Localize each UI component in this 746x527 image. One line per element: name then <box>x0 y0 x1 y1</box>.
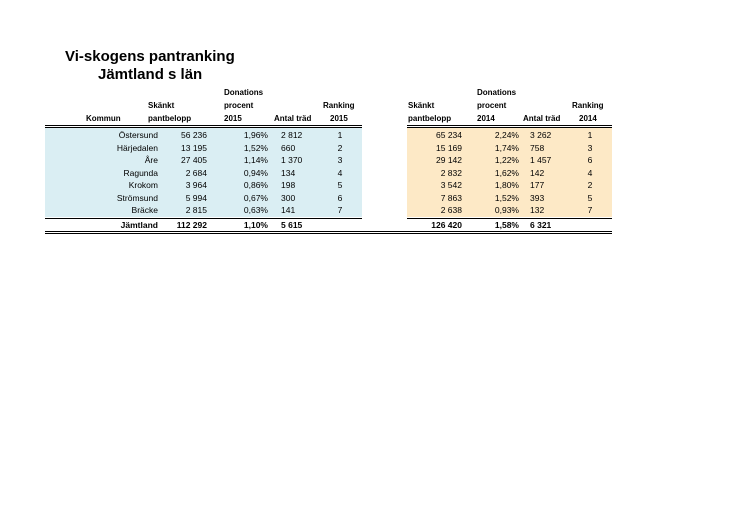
cell-ranking-2014: 6 <box>587 155 593 165</box>
header-donations-2014-line3: 2014 <box>477 114 495 123</box>
table-header <box>0 86 746 128</box>
header-skankt-2015-line1: Skänkt <box>148 101 175 110</box>
header-skankt-2015-line2: pantbelopp <box>148 114 192 123</box>
cell-donation-2014: 1,62% <box>494 167 519 178</box>
cell-antal-2015: 141 <box>281 205 296 215</box>
page-title: Vi-skogens pantranking <box>65 48 235 65</box>
page-subtitle: Jämtland s län <box>98 66 203 83</box>
header-antal-2015: Antal träd <box>274 114 312 123</box>
table-row <box>0 142 746 154</box>
cell-antal-2015: 2 812 <box>281 130 303 140</box>
cell-skankt-2014: 29 142 <box>436 155 462 165</box>
cell-kommun: Ragunda <box>123 167 158 178</box>
cell-kommun: Strömsund <box>116 192 158 203</box>
cell-donation-2014: 1,80% <box>494 180 519 190</box>
table-row <box>0 129 746 141</box>
cell-donation-2015: 0,63% <box>243 205 268 215</box>
total-donation-2015: 1,10% <box>243 220 268 230</box>
header-ranking-2015-line1: Ranking <box>323 101 355 110</box>
cell-antal-2014: 758 <box>530 142 545 153</box>
header-ranking-2014-line2: 2014 <box>579 114 597 123</box>
cell-kommun: Åre <box>144 155 158 165</box>
cell-antal-2015: 300 <box>281 192 296 203</box>
cell-ranking-2015: 2 <box>337 142 343 153</box>
cell-kommun: Krokom <box>128 180 158 190</box>
cell-ranking-2014: 5 <box>587 192 593 203</box>
total-antal-2015: 5 615 <box>281 220 303 230</box>
cell-skankt-2014: 2 832 <box>440 167 462 178</box>
table-row <box>0 204 746 216</box>
total-rule-bottom-2 <box>45 233 612 234</box>
table-row <box>0 192 746 204</box>
cell-ranking-2014: 7 <box>587 205 593 215</box>
cell-antal-2015: 134 <box>281 167 296 178</box>
total-row <box>0 219 746 231</box>
cell-donation-2014: 1,52% <box>494 192 519 203</box>
cell-ranking-2015: 5 <box>337 180 343 190</box>
cell-kommun: Härjedalen <box>116 142 158 153</box>
header-donations-2015-line2: procent <box>224 101 254 110</box>
cell-donation-2015: 0,67% <box>243 192 268 203</box>
cell-skankt-2015: 5 994 <box>185 192 207 203</box>
header-donations-2015-line3: 2015 <box>224 114 242 123</box>
cell-antal-2015: 198 <box>281 180 296 190</box>
cell-skankt-2014: 15 169 <box>436 142 462 153</box>
cell-skankt-2015: 2 684 <box>185 167 207 178</box>
cell-ranking-2015: 6 <box>337 192 343 203</box>
cell-skankt-2015: 13 195 <box>181 142 207 153</box>
cell-ranking-2015: 1 <box>337 130 343 140</box>
cell-skankt-2014: 3 542 <box>440 180 462 190</box>
cell-antal-2014: 1 457 <box>530 155 552 165</box>
cell-antal-2015: 1 370 <box>281 155 303 165</box>
cell-antal-2014: 3 262 <box>530 130 552 140</box>
cell-antal-2014: 393 <box>530 192 545 203</box>
cell-skankt-2014: 65 234 <box>436 130 462 140</box>
total-rule-bottom-1 <box>45 231 612 232</box>
total-donation-2014: 1,58% <box>494 220 519 230</box>
table-row <box>0 154 746 166</box>
table-row <box>0 179 746 191</box>
cell-donation-2015: 0,94% <box>243 167 268 178</box>
cell-donation-2014: 1,22% <box>494 155 519 165</box>
total-kommun: Jämtland <box>120 220 158 230</box>
header-kommun: Kommun <box>86 114 121 123</box>
cell-antal-2014: 132 <box>530 205 545 215</box>
header-donations-2014-line1: Donations <box>477 88 517 97</box>
cell-skankt-2014: 2 638 <box>440 205 462 215</box>
header-ranking-2015-line2: 2015 <box>330 114 348 123</box>
cell-donation-2014: 2,24% <box>494 130 519 140</box>
cell-donation-2015: 1,14% <box>243 155 268 165</box>
cell-ranking-2014: 1 <box>587 130 593 140</box>
cell-kommun: Östersund <box>118 130 158 140</box>
header-donations-2014-line2: procent <box>477 101 507 110</box>
cell-ranking-2014: 2 <box>587 180 593 190</box>
cell-donation-2015: 1,96% <box>243 130 268 140</box>
cell-donation-2014: 0,93% <box>494 205 519 215</box>
table-row <box>0 167 746 179</box>
header-rule-top <box>45 125 362 126</box>
header-donations-2015-line1: Donations <box>224 88 264 97</box>
header-ranking-2014-line1: Ranking <box>572 101 604 110</box>
cell-skankt-2015: 3 964 <box>185 180 207 190</box>
cell-skankt-2014: 7 863 <box>440 192 462 203</box>
total-antal-2014: 6 321 <box>530 220 552 230</box>
cell-ranking-2015: 7 <box>337 205 343 215</box>
cell-kommun: Bräcke <box>131 205 158 215</box>
cell-antal-2015: 660 <box>281 142 296 153</box>
total-skankt-2015: 112 292 <box>176 220 207 230</box>
header-skankt-2014-line2: pantbelopp <box>408 114 452 123</box>
cell-donation-2014: 1,74% <box>494 142 519 153</box>
cell-skankt-2015: 2 815 <box>185 205 207 215</box>
cell-donation-2015: 1,52% <box>243 142 268 153</box>
total-skankt-2014: 126 420 <box>431 220 462 230</box>
cell-ranking-2014: 3 <box>587 142 593 153</box>
cell-skankt-2015: 56 236 <box>181 130 207 140</box>
cell-ranking-2015: 3 <box>337 155 343 165</box>
cell-skankt-2015: 27 405 <box>181 155 207 165</box>
header-skankt-2014-line1: Skänkt <box>408 101 435 110</box>
cell-antal-2014: 177 <box>530 180 545 190</box>
cell-antal-2014: 142 <box>530 167 545 178</box>
cell-ranking-2015: 4 <box>337 167 343 178</box>
header-rule-top-2014 <box>407 125 612 126</box>
cell-ranking-2014: 4 <box>587 167 593 178</box>
cell-donation-2015: 0,86% <box>243 180 268 190</box>
header-antal-2014: Antal träd <box>523 114 561 123</box>
